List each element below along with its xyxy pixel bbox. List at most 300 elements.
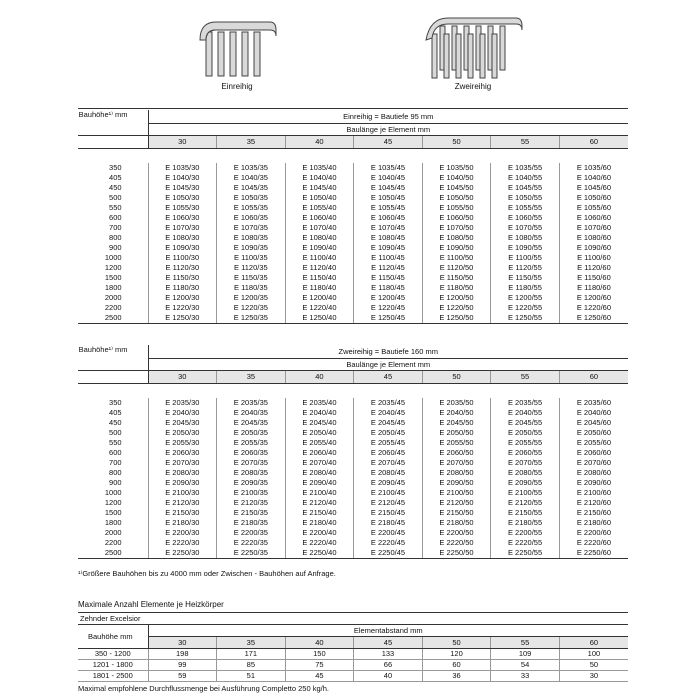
table-row <box>78 428 628 438</box>
model-code-cell: E 1045/35 <box>217 183 286 193</box>
model-code-cell: E 1220/50 <box>422 303 491 313</box>
max-count: 33 <box>491 671 560 682</box>
model-code-cell: E 2050/30 <box>148 428 217 438</box>
table-row <box>78 671 628 682</box>
model-code-cell: E 1180/50 <box>422 283 491 293</box>
model-code-cell: E 2200/45 <box>354 528 423 538</box>
table-row <box>78 213 628 223</box>
height-cell: 1800 <box>104 518 122 527</box>
model-code-cell: E 2045/30 <box>148 418 217 428</box>
model-code-cell: E 1180/35 <box>217 283 286 293</box>
model-code-cell: E 2180/35 <box>217 518 286 528</box>
max-count: 198 <box>148 649 217 660</box>
model-code-cell: E 1090/40 <box>285 243 354 253</box>
model-code-cell: E 1050/50 <box>422 193 491 203</box>
model-code-cell: E 2045/45 <box>354 418 423 428</box>
model-code-cell: E 2250/55 <box>491 548 560 559</box>
table-body <box>78 398 628 559</box>
model-code-cell: E 1070/55 <box>491 223 560 233</box>
model-code-cell: E 2120/60 <box>559 498 628 508</box>
model-code-cell: E 1220/60 <box>559 303 628 313</box>
model-code-cell: E 2100/50 <box>422 488 491 498</box>
model-code-cell: E 1080/45 <box>354 233 423 243</box>
model-code-cell: E 2090/55 <box>491 478 560 488</box>
column-header: 50 <box>422 136 491 149</box>
model-code-cell: E 2090/30 <box>148 478 217 488</box>
model-code-cell: E 1120/30 <box>148 263 217 273</box>
column-header: 40 <box>285 637 354 649</box>
model-code-cell: E 1100/35 <box>217 253 286 263</box>
double-row-caption: Zweireihig <box>454 82 492 91</box>
model-code-cell: E 1200/60 <box>559 293 628 303</box>
model-code-cell: E 1060/50 <box>422 213 491 223</box>
model-code-cell: E 2100/35 <box>217 488 286 498</box>
column-header: 45 <box>354 371 423 384</box>
model-code-cell: E 2050/60 <box>559 428 628 438</box>
model-code-cell: E 1150/30 <box>148 273 217 283</box>
table-row <box>78 418 628 428</box>
model-code-cell: E 2120/30 <box>148 498 217 508</box>
model-code-cell: E 1100/45 <box>354 253 423 263</box>
model-code-cell: E 2250/45 <box>354 548 423 559</box>
model-code-cell: E 2045/60 <box>559 418 628 428</box>
model-code-cell: E 1100/60 <box>559 253 628 263</box>
model-code-cell: E 1120/60 <box>559 263 628 273</box>
model-code-cell: E 1060/30 <box>148 213 217 223</box>
model-code-cell: E 1050/55 <box>491 193 560 203</box>
model-code-cell: E 2040/60 <box>559 408 628 418</box>
model-code-cell: E 1250/45 <box>354 313 423 324</box>
model-code-cell: E 2055/30 <box>148 438 217 448</box>
model-code-cell: E 1040/50 <box>422 173 491 183</box>
model-code-cell: E 1150/35 <box>217 273 286 283</box>
table-title: Einreihig = Bautiefe 95 mm <box>148 110 628 124</box>
max-count: 40 <box>354 671 423 682</box>
table-row <box>78 528 628 538</box>
model-code-cell: E 2150/30 <box>148 508 217 518</box>
table-row <box>78 223 628 233</box>
model-code-cell: E 2120/45 <box>354 498 423 508</box>
model-code-cell: E 2100/60 <box>559 488 628 498</box>
model-code-cell: E 1150/40 <box>285 273 354 283</box>
model-code-cell: E 2035/55 <box>491 398 560 408</box>
model-code-cell: E 2050/40 <box>285 428 354 438</box>
model-code-cell: E 1040/30 <box>148 173 217 183</box>
column-header: 55 <box>491 136 560 149</box>
column-header: 40 <box>285 371 354 384</box>
max-count: 99 <box>148 660 217 671</box>
model-code-cell: E 2045/50 <box>422 418 491 428</box>
column-header: 30 <box>148 136 217 149</box>
model-code-cell: E 2035/35 <box>217 398 286 408</box>
model-code-cell: E 1050/40 <box>285 193 354 203</box>
height-cell: 1200 <box>104 263 122 272</box>
table-row <box>78 233 628 243</box>
table-row <box>78 183 628 193</box>
model-code-cell: E 2100/40 <box>285 488 354 498</box>
model-code-cell: E 1040/45 <box>354 173 423 183</box>
table-row <box>78 448 628 458</box>
model-code-cell: E 2200/35 <box>217 528 286 538</box>
table-row <box>78 163 628 173</box>
model-code-cell: E 2040/30 <box>148 408 217 418</box>
table-row <box>78 498 628 508</box>
height-cell: 2000 <box>104 293 122 302</box>
table-row <box>78 253 628 263</box>
model-code-cell: E 2100/55 <box>491 488 560 498</box>
column-header: 50 <box>422 371 491 384</box>
model-code-cell: E 2035/30 <box>148 398 217 408</box>
height-header: Bauhöhe mm <box>78 625 148 649</box>
model-code-cell: E 2055/60 <box>559 438 628 448</box>
column-header: 60 <box>559 637 628 649</box>
model-code-cell: E 2090/60 <box>559 478 628 488</box>
height-range: 350 - 1200 <box>78 649 148 660</box>
table-row <box>78 283 628 293</box>
model-code-cell: E 1250/50 <box>422 313 491 324</box>
height-cell: 900 <box>109 478 122 487</box>
model-code-cell: E 1250/30 <box>148 313 217 324</box>
model-code-cell: E 1100/30 <box>148 253 217 263</box>
height-cell: 700 <box>109 458 122 467</box>
model-code-cell: E 1060/40 <box>285 213 354 223</box>
model-code-cell: E 2050/55 <box>491 428 560 438</box>
model-code-cell: E 1080/30 <box>148 233 217 243</box>
height-cell: 450 <box>109 183 122 192</box>
height-cell: 405 <box>109 173 122 182</box>
model-code-cell: E 1035/35 <box>217 163 286 173</box>
model-code-cell: E 2200/50 <box>422 528 491 538</box>
height-cell: 600 <box>109 448 122 457</box>
height-cell: 1200 <box>104 498 122 507</box>
height-cell: 2000 <box>104 528 122 537</box>
model-code-cell: E 1090/35 <box>217 243 286 253</box>
height-cell: 1500 <box>104 273 122 282</box>
model-code-cell: E 2060/40 <box>285 448 354 458</box>
model-code-cell: E 2035/50 <box>422 398 491 408</box>
model-name: Zehnder Excelsior <box>78 613 628 625</box>
table-row <box>78 478 628 488</box>
model-code-cell: E 1220/45 <box>354 303 423 313</box>
model-code-cell: E 1120/40 <box>285 263 354 273</box>
height-cell: 1500 <box>104 508 122 517</box>
model-code-cell: E 1250/40 <box>285 313 354 324</box>
model-code-cell: E 2070/55 <box>491 458 560 468</box>
table-row <box>78 548 628 559</box>
model-code-cell: E 2080/50 <box>422 468 491 478</box>
single-row-caption: Einreihig <box>221 82 253 91</box>
model-code-cell: E 1050/45 <box>354 193 423 203</box>
max-count: 59 <box>148 671 217 682</box>
max-count: 100 <box>559 649 628 660</box>
model-code-cell: E 2150/45 <box>354 508 423 518</box>
model-code-cell: E 2220/50 <box>422 538 491 548</box>
height-header: Bauhöhe¹⁾ mm <box>78 110 148 136</box>
model-code-cell: E 2220/45 <box>354 538 423 548</box>
height-cell: 700 <box>109 223 122 232</box>
model-code-cell: E 2100/45 <box>354 488 423 498</box>
model-code-cell: E 2045/35 <box>217 418 286 428</box>
height-cell: 2200 <box>104 303 122 312</box>
table-row <box>78 538 628 548</box>
model-code-cell: E 1100/50 <box>422 253 491 263</box>
max-count: 51 <box>217 671 286 682</box>
model-code-cell: E 2180/50 <box>422 518 491 528</box>
model-code-cell: E 1150/55 <box>491 273 560 283</box>
height-cell: 500 <box>109 428 122 437</box>
model-code-cell: E 1045/55 <box>491 183 560 193</box>
height-cell: 450 <box>109 418 122 427</box>
model-code-cell: E 1055/60 <box>559 203 628 213</box>
model-code-cell: E 2050/50 <box>422 428 491 438</box>
model-code-cell: E 1050/60 <box>559 193 628 203</box>
model-code-cell: E 2060/50 <box>422 448 491 458</box>
model-code-cell: E 1050/30 <box>148 193 217 203</box>
model-code-cell: E 1070/30 <box>148 223 217 233</box>
double-row-radiator-icon <box>418 12 528 80</box>
model-code-cell: E 1200/45 <box>354 293 423 303</box>
model-code-cell: E 1200/50 <box>422 293 491 303</box>
table-row <box>78 518 628 528</box>
model-code-cell: E 1040/60 <box>559 173 628 183</box>
divider <box>78 108 628 109</box>
model-code-cell: E 1200/35 <box>217 293 286 303</box>
model-code-cell: E 1150/50 <box>422 273 491 283</box>
max-count: 133 <box>354 649 423 660</box>
height-range: 1801 - 2500 <box>78 671 148 682</box>
model-code-cell: E 1120/55 <box>491 263 560 273</box>
model-code-cell: E 2050/35 <box>217 428 286 438</box>
model-code-cell: E 2150/40 <box>285 508 354 518</box>
table-subtitle: Baulänge je Element mm <box>148 124 628 136</box>
model-code-cell: E 1220/35 <box>217 303 286 313</box>
spacing-header: Elementabstand mm <box>148 625 628 637</box>
double-row-illustration <box>418 12 528 91</box>
model-code-cell: E 2220/40 <box>285 538 354 548</box>
height-cell: 1000 <box>104 488 122 497</box>
model-code-cell: E 2060/30 <box>148 448 217 458</box>
model-code-cell: E 1090/45 <box>354 243 423 253</box>
table-row <box>78 398 628 408</box>
max-count: 171 <box>217 649 286 660</box>
max-count: 60 <box>422 660 491 671</box>
model-code-cell: E 2055/35 <box>217 438 286 448</box>
column-header: 50 <box>422 637 491 649</box>
model-code-cell: E 1180/30 <box>148 283 217 293</box>
model-code-cell: E 1045/50 <box>422 183 491 193</box>
model-code-cell: E 1180/40 <box>285 283 354 293</box>
model-code-cell: E 2060/35 <box>217 448 286 458</box>
model-code-cell: E 1055/50 <box>422 203 491 213</box>
max-count: 54 <box>491 660 560 671</box>
model-code-cell: E 1070/60 <box>559 223 628 233</box>
table-row <box>78 458 628 468</box>
model-code-cell: E 1220/55 <box>491 303 560 313</box>
model-code-cell: E 2070/50 <box>422 458 491 468</box>
height-cell: 405 <box>109 408 122 417</box>
model-code-cell: E 2150/35 <box>217 508 286 518</box>
height-cell: 500 <box>109 193 122 202</box>
model-code-cell: E 2080/55 <box>491 468 560 478</box>
table-row <box>78 468 628 478</box>
single-row-table <box>78 110 628 324</box>
model-code-cell: E 1060/55 <box>491 213 560 223</box>
model-code-cell: E 1200/40 <box>285 293 354 303</box>
height-cell: 2500 <box>78 548 148 559</box>
single-row-illustration <box>192 12 282 91</box>
model-code-cell: E 2180/30 <box>148 518 217 528</box>
table-row <box>78 488 628 498</box>
model-code-cell: E 1035/30 <box>148 163 217 173</box>
height-cell: 800 <box>109 468 122 477</box>
flow-note: Maximal empfohlene Durchflussmenge bei Ausführung Completto 250 kg/h. <box>78 684 329 693</box>
table-row <box>78 649 628 660</box>
model-code-cell: E 2050/45 <box>354 428 423 438</box>
table-row <box>78 660 628 671</box>
max-count: 30 <box>559 671 628 682</box>
model-code-cell: E 1100/55 <box>491 253 560 263</box>
max-count: 50 <box>559 660 628 671</box>
model-code-cell: E 2080/45 <box>354 468 423 478</box>
model-code-cell: E 2090/50 <box>422 478 491 488</box>
model-code-cell: E 1120/50 <box>422 263 491 273</box>
model-code-cell: E 2200/55 <box>491 528 560 538</box>
model-code-cell: E 2035/40 <box>285 398 354 408</box>
height-cell: 2500 <box>78 313 148 324</box>
model-code-cell: E 2100/30 <box>148 488 217 498</box>
column-header: 35 <box>217 371 286 384</box>
column-header: 45 <box>354 136 423 149</box>
model-code-cell: E 1055/35 <box>217 203 286 213</box>
model-code-cell: E 2120/40 <box>285 498 354 508</box>
model-code-cell: E 2035/60 <box>559 398 628 408</box>
model-code-cell: E 2180/40 <box>285 518 354 528</box>
model-code-cell: E 2200/30 <box>148 528 217 538</box>
model-code-cell: E 2200/60 <box>559 528 628 538</box>
model-code-cell: E 2220/30 <box>148 538 217 548</box>
model-code-cell: E 1035/55 <box>491 163 560 173</box>
model-code-cell: E 2150/55 <box>491 508 560 518</box>
model-code-cell: E 1050/35 <box>217 193 286 203</box>
table-row <box>78 273 628 283</box>
model-code-cell: E 1180/60 <box>559 283 628 293</box>
model-code-cell: E 1055/45 <box>354 203 423 213</box>
model-code-cell: E 1250/55 <box>491 313 560 324</box>
model-code-cell: E 2080/40 <box>285 468 354 478</box>
table-row <box>78 173 628 183</box>
model-code-cell: E 1080/35 <box>217 233 286 243</box>
column-header: 55 <box>491 371 560 384</box>
model-code-cell: E 1090/30 <box>148 243 217 253</box>
model-code-cell: E 2055/55 <box>491 438 560 448</box>
model-code-cell: E 1250/35 <box>217 313 286 324</box>
model-code-cell: E 2150/50 <box>422 508 491 518</box>
model-code-cell: E 1070/40 <box>285 223 354 233</box>
model-code-cell: E 2060/45 <box>354 448 423 458</box>
model-code-cell: E 1060/45 <box>354 213 423 223</box>
model-code-cell: E 1080/50 <box>422 233 491 243</box>
max-elements-body <box>78 649 628 682</box>
table-row <box>78 293 628 303</box>
height-cell: 1800 <box>104 283 122 292</box>
model-code-cell: E 2090/40 <box>285 478 354 488</box>
model-code-cell: E 1070/45 <box>354 223 423 233</box>
model-code-cell: E 2055/40 <box>285 438 354 448</box>
max-count: 36 <box>422 671 491 682</box>
model-code-cell: E 2080/60 <box>559 468 628 478</box>
footnote: ¹⁾Größere Bauhöhen bis zu 4000 mm oder Zwischen - Bauhöhen auf Anfrage. <box>78 569 336 578</box>
max-count: 45 <box>285 671 354 682</box>
table-title: Zweireihig = Bautiefe 160 mm <box>148 345 628 359</box>
model-code-cell: E 2120/55 <box>491 498 560 508</box>
max-elements-table <box>78 612 628 682</box>
table-body <box>78 163 628 324</box>
model-code-cell: E 1080/60 <box>559 233 628 243</box>
model-code-cell: E 1055/40 <box>285 203 354 213</box>
model-code-cell: E 1100/40 <box>285 253 354 263</box>
model-code-cell: E 1035/45 <box>354 163 423 173</box>
table-row <box>78 303 628 313</box>
model-code-cell: E 1220/40 <box>285 303 354 313</box>
model-code-cell: E 2200/40 <box>285 528 354 538</box>
model-code-cell: E 1090/55 <box>491 243 560 253</box>
max-count: 66 <box>354 660 423 671</box>
model-code-cell: E 1055/30 <box>148 203 217 213</box>
model-code-cell: E 1200/55 <box>491 293 560 303</box>
model-code-cell: E 1150/60 <box>559 273 628 283</box>
model-code-cell: E 2180/55 <box>491 518 560 528</box>
model-code-cell: E 2040/45 <box>354 408 423 418</box>
table-row <box>78 313 628 324</box>
table-row <box>78 193 628 203</box>
model-code-cell: E 2220/55 <box>491 538 560 548</box>
model-code-cell: E 1070/50 <box>422 223 491 233</box>
model-code-cell: E 2060/55 <box>491 448 560 458</box>
model-code-cell: E 1045/60 <box>559 183 628 193</box>
model-code-cell: E 1080/40 <box>285 233 354 243</box>
model-code-cell: E 2150/60 <box>559 508 628 518</box>
table-row <box>78 263 628 273</box>
model-code-cell: E 2250/50 <box>422 548 491 559</box>
height-range: 1201 - 1800 <box>78 660 148 671</box>
model-code-cell: E 1200/30 <box>148 293 217 303</box>
model-code-cell: E 1220/30 <box>148 303 217 313</box>
height-cell: 600 <box>109 213 122 222</box>
model-code-cell: E 2060/60 <box>559 448 628 458</box>
model-code-cell: E 2080/30 <box>148 468 217 478</box>
max-count: 120 <box>422 649 491 660</box>
height-header: Bauhöhe¹⁾ mm <box>78 345 148 371</box>
table-subtitle: Baulänge je Element mm <box>148 359 628 371</box>
model-code-cell: E 2220/60 <box>559 538 628 548</box>
model-code-cell: E 1120/35 <box>217 263 286 273</box>
model-code-cell: E 1090/60 <box>559 243 628 253</box>
model-code-cell: E 2250/40 <box>285 548 354 559</box>
max-count: 150 <box>285 649 354 660</box>
max-count: 85 <box>217 660 286 671</box>
column-header: 45 <box>354 637 423 649</box>
table-row <box>78 408 628 418</box>
model-code-cell: E 2180/45 <box>354 518 423 528</box>
model-code-cell: E 2120/35 <box>217 498 286 508</box>
model-code-cell: E 1180/45 <box>354 283 423 293</box>
model-code-cell: E 1045/30 <box>148 183 217 193</box>
column-header: 60 <box>559 371 628 384</box>
model-code-cell: E 2120/50 <box>422 498 491 508</box>
height-cell: 2200 <box>104 538 122 547</box>
column-header: 55 <box>491 637 560 649</box>
model-code-cell: E 1040/55 <box>491 173 560 183</box>
